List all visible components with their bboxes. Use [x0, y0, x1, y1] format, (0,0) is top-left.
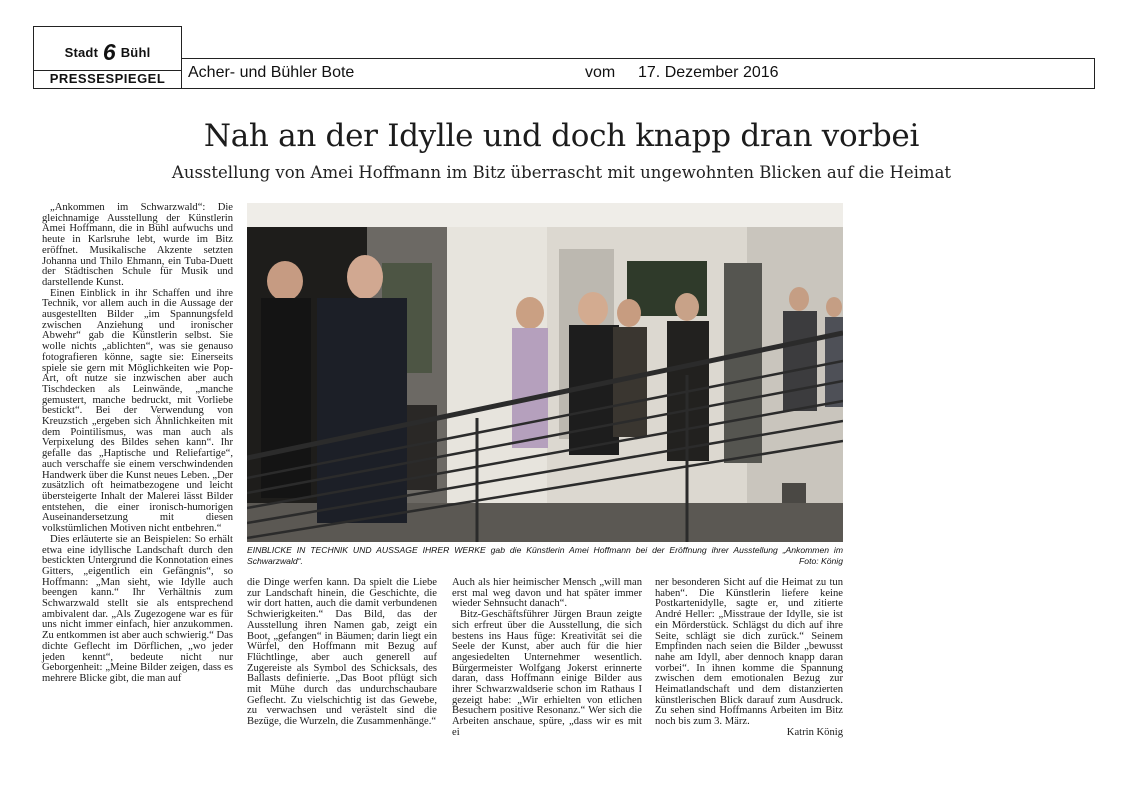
paragraph: Auch als hier heimischer Mensch „will man erst mal weg davon und hat später immer wieder Sehnsucht danach“. [452, 577, 642, 610]
author-name: Katrin König [786, 726, 843, 738]
photo-credit: Foto: König [799, 555, 843, 566]
paragraph: die Dinge werfen kann. Da spielt die Liebe zur Landschaft hinein, die Geschichte, die wir dort hatten, auch die damit verbundenen Schwierigkeiten.“ Das Bild, das der Ausstellung ihren Namen gab, zeigt ein Boot, „gefangen“ in Bäumen; darin liegt ein Würfel, den Hoffmann mit Bezug auf Flüchtlinge, aber auch generell auf Zugereiste als Symbol des Schicksals, des Ballasts definierte. „Das Boot pflügt sich mit Mühe durch das undurchschaubare Geflecht. Zu vielschichtig ist das Gewebe, zu verwachsen und verästelt sind die Bezüge, die Wurzeln, die Zusammenhänge.“ [247, 577, 437, 728]
newspaper-name: Acher- und Bühler Bote [188, 64, 355, 81]
logo-text-stadt: Stadt [64, 45, 99, 60]
caption-text: EINBLICKE IN TECHNIK UND AUSSAGE IHRER WERKE gab die Künstlerin Amei Hoffmann bei der Eröffnung ihrer Ausstellung „Ankommen im Schwarzwald“. [247, 545, 843, 566]
paragraph: Bitz-Geschäftsführer Jürgen Braun zeigte sich erfreut über die Ausstellung, die sich bestens ins Haus füge: Kreativität sei die Seele der Kunst, aber auch für die hier angesiedelten Unternehmer wesentlich. Bürgermeister Wolfgang Jokerst erinnerte daran, dass Hoffmann einige Bilder aus ihrer Schwarzwaldserie schon im Rathaus I gezeigt habe: „Wir erhielten von etlichen Besuchern positive Resonanz.“ Wer sich die Arbeiten anschaue, spüre, „dass wir es mit ei [452, 609, 642, 738]
article-headline: Nah an der Idylle und doch knapp dran vorbei [203, 118, 920, 154]
city-logo [33, 39, 182, 65]
event-photo [247, 203, 843, 542]
paragraph: Einen Einblick in ihr Schaffen und ihre Technik, vor allem auch in die Aussage der ausgestellten Bilder „im Spannungsfeld zwischen Anziehung und ironischer Abwehr“ gab die Künstlerin selbst. Sie wolle nichts „ablichten“, was sie genauso fotografieren könne, sagte sie: Einerseits spiele sie gern mit Möglichkeiten wie Pop-Art, oft nutze sie inzwischen aber auch Tischdecken als Leinwände, „manche gemustert, manche bedruckt, mit Vorliebe bestickt“. Bei der Verwendung von Kreuzstich „ergeben sich Ähnlichkeiten mit dem Pointilismus, was man auch als Verpixelung des Bildes sehen kann“. Ihr gefalle das „Haptische und Reliefartige“, auch verschaffe sie einem verschwindenden Handwerk über die Kunst neues Leben. „Der zusätzlich oft heimatbezogene und leicht übersteigerte Inhalt der Malerei lässt Bilder entstehen, die einer ironisch-humorigen Auseinandersetzung mit diesen volkstümlichen Motiven nicht entbehren.“ [42, 287, 233, 535]
text-column-4 [655, 578, 843, 739]
text-column-1 [42, 203, 233, 685]
article-subheadline: Ausstellung von Amei Hoffmann im Bitz überrascht mit ungewohnten Blicken auf die Heimat [171, 163, 952, 182]
paragraph: Dies erläuterte sie an Beispielen: So erhält etwa eine idyllische Landschaft durch den bestickten Untergrund die Konnotation eines Gitters, „eigentlich ein Gefängnis“, so Hoffmann: „Man sieht, wie Idylle auch beengen kann.“ Ihr Verhältnis zum Schwarzwald stellt sie als entsprechend ambivalent dar. „Als Zugezogene war es für uns nicht immer einfach, hier anzukommen. Zu entkommen ist aber auch schwierig.“ Das dichte Geflecht im Dörflichen, „wo jeder jeden kennt“, bedeute nicht nur Geborgenheit: „Meine Bilder zeigen, dass es mehrere Blicke gibt, die man auf [42, 533, 233, 684]
publication-date: 17. Dezember 2016 [638, 64, 779, 81]
photo-caption [247, 545, 843, 566]
paragraph: „Ankommen im Schwarzwald“: Die gleichnamige Ausstellung der Künstlerin Amei Hoffmann, die in Bühl aufwuchs und heute in Karlsruhe lebt, wurde im Bitz eröffnet. Musikalische Akzente setzten Johanna und Thilo Ehmann, ein Tuba-Duett der Städtischen Schule für Musik und darstellende Kunst. [42, 202, 233, 288]
text-column-2 [247, 578, 437, 728]
logo-text-buehl: Bühl [120, 45, 151, 60]
text-column-3 [452, 578, 642, 739]
logo-mark-icon: 6 [102, 39, 116, 65]
date-prefix: vom [585, 64, 616, 81]
press-review-label: PRESSESPIEGEL [49, 71, 166, 86]
paragraph: ner besonderen Sicht auf die Heimat zu tun haben“. Die Künstlerin liefere keine Postkartenidylle, sagte er, und zitierte André Heller: „Misstraue der Idylle, sie ist ein Mörderstück. Schlägst du dich auf ihre Seite, schlägt sie dich zurück.“ Seinem Empfinden nach seien die Bilder „bewusst nahe am Idyll, aber dennoch knapp daran vorbei“. In ihnen komme die Spannung zwischen dem emotionalen Bezug zur Heimatlandschaft und dem distanzierten künstlerischen Blick darauf zum Ausdruck. Zu sehen sind Hoffmanns Arbeiten im Bitz noch bis zum 3. März. [655, 577, 843, 728]
